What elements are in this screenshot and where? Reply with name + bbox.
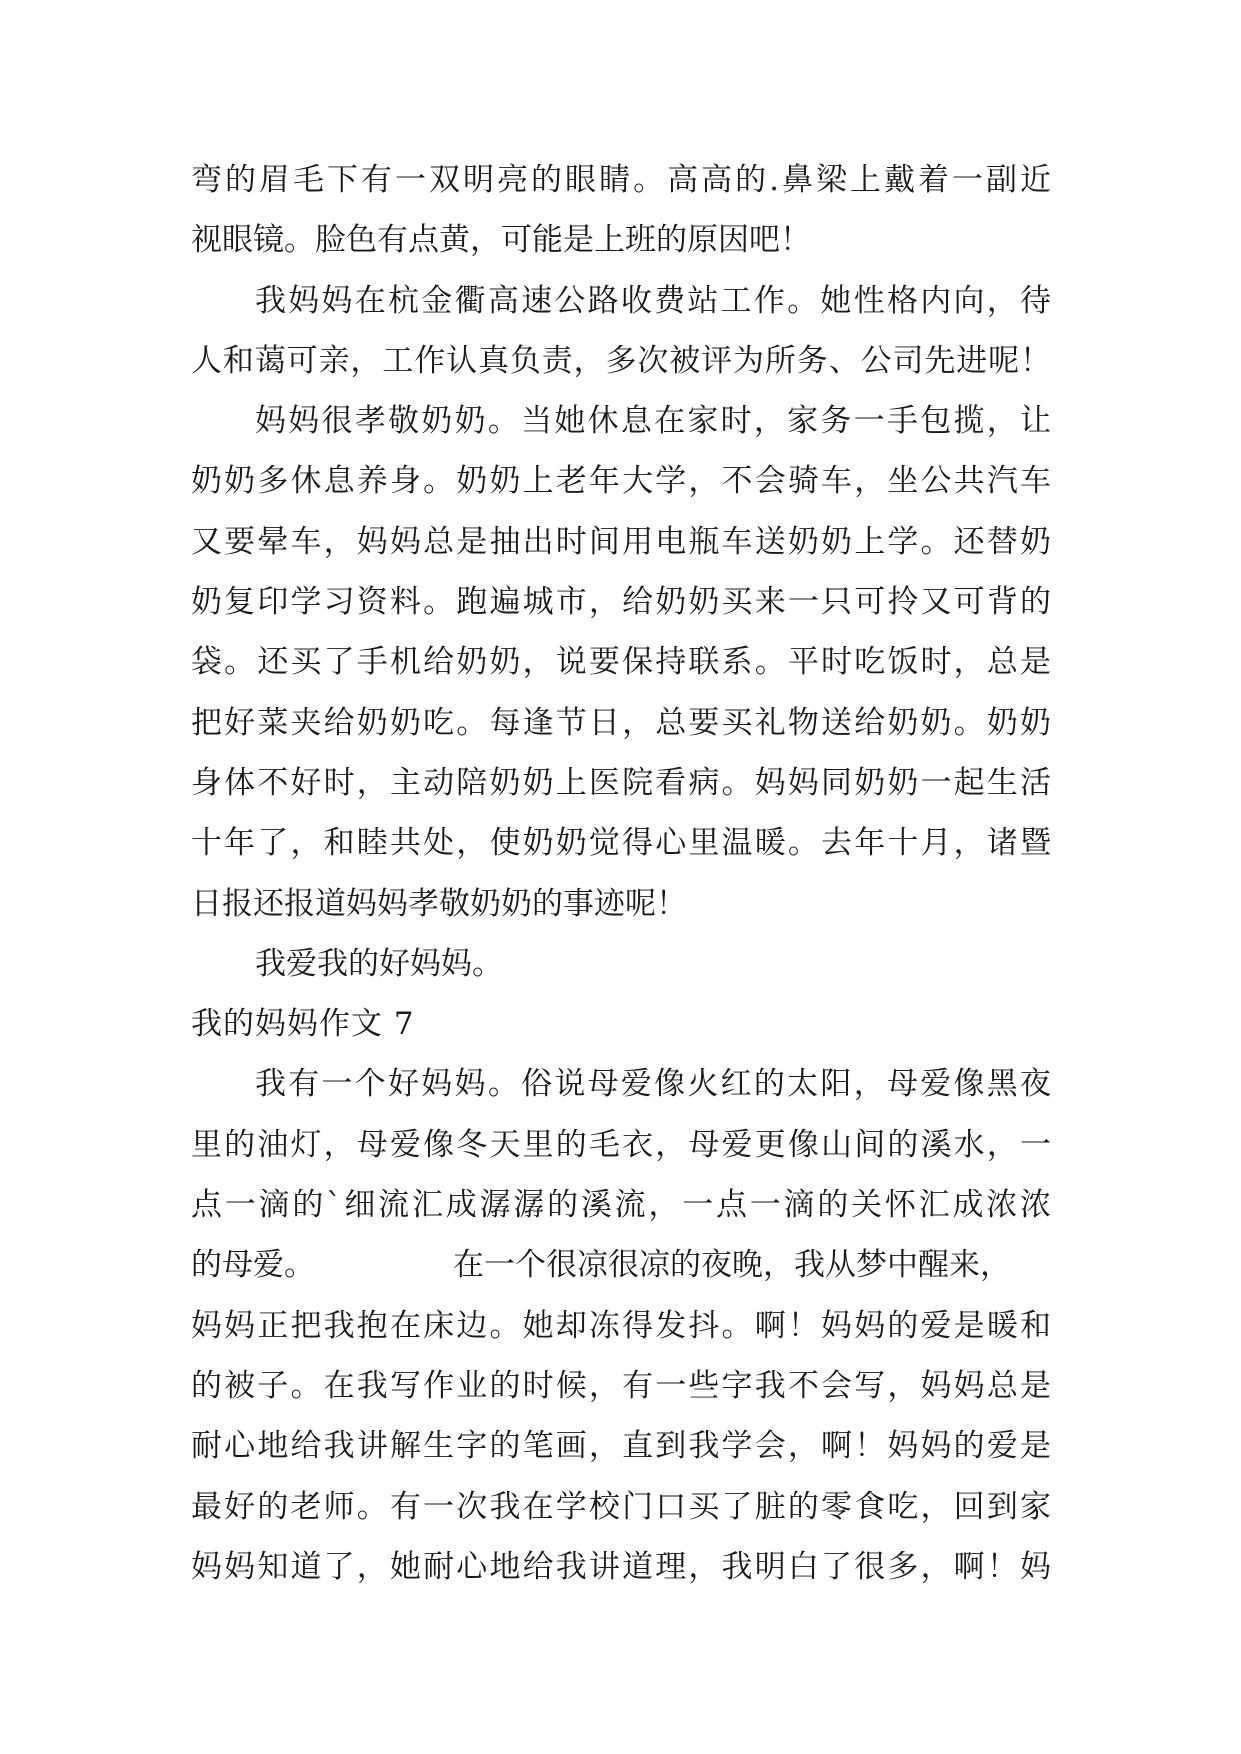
document-body — [191, 150, 1051, 1597]
text-line — [191, 1235, 1051, 1295]
text-line: 袋。还买了手机给奶奶，说要保持联系。平时吃饭时，总是 — [191, 644, 1051, 681]
paragraph-start-line: 我爱我的好妈妈。 — [255, 945, 503, 982]
text-line: 妈妈知道了，她耐心地给我讲道理，我明白了很多，啊！妈 — [191, 1548, 1051, 1585]
text-line: 弯的眉毛下有一双明亮的眼睛。高高的.鼻梁上戴着一副近 — [191, 162, 1051, 198]
text-segment: 在一个很凉很凉的夜晚，我从梦中醒来， — [453, 1247, 1011, 1284]
text-line: 日报还报道妈妈孝敬奶奶的事迹呢！ — [191, 885, 687, 922]
text-line: 人和蔼可亲，工作认真负责，多次被评为所务、公司先进呢！ — [191, 342, 1051, 379]
text-segment: 的母爱。 — [191, 1247, 315, 1284]
paragraph-start-line: 我有一个好妈妈。俗说母爱像火红的太阳，母爱像黑夜 — [255, 1066, 1051, 1103]
text-line: 点一滴的`细流汇成潺潺的溪流，一点一滴的关怀汇成浓浓 — [191, 1187, 1051, 1224]
text-line: 奶奶多休息养身。奶奶上老年大学，不会骑车，坐公共汽车 — [191, 463, 1051, 500]
text-line: 最好的老师。有一次我在学校门口买了脏的零食吃，回到家 — [191, 1488, 1051, 1525]
text-line: 身体不好时，主动陪奶奶上医院看病。妈妈同奶奶一起生活 — [191, 764, 1051, 801]
text-line: 耐心地给我讲解生字的笔画，直到我学会，啊！妈妈的爱是 — [191, 1428, 1051, 1465]
text-line: 的被子。在我写作业的时候，有一些字我不会写，妈妈总是 — [191, 1367, 1051, 1404]
text-line: 里的油灯，母爱像冬天里的毛衣，母爱更像山间的溪水，一 — [191, 1126, 1051, 1163]
text-line: 把好菜夹给奶奶吃。每逢节日，总要买礼物送给奶奶。奶奶 — [191, 704, 1051, 741]
paragraph-start-line: 妈妈很孝敬奶奶。当她休息在家时，家务一手包揽，让 — [255, 403, 1051, 440]
text-line: 视眼镜。脸色有点黄，可能是上班的原因吧！ — [191, 222, 811, 259]
section-heading: 我的妈妈作文 7 — [191, 1006, 415, 1043]
text-line: 十年了，和睦共处，使奶奶觉得心里温暖。去年十月，诸暨 — [191, 825, 1051, 862]
text-line: 又要晕车，妈妈总是抽出时间用电瓶车送奶奶上学。还替奶 — [191, 523, 1051, 560]
text-line: 妈妈正把我抱在床边。她却冻得发抖。啊！妈妈的爱是暖和 — [191, 1307, 1051, 1344]
paragraph-start-line: 我妈妈在杭金衢高速公路收费站工作。她性格内向，待 — [255, 282, 1051, 319]
text-line: 奶复印学习资料。跑遍城市，给奶奶买来一只可拎又可背的 — [191, 584, 1051, 621]
